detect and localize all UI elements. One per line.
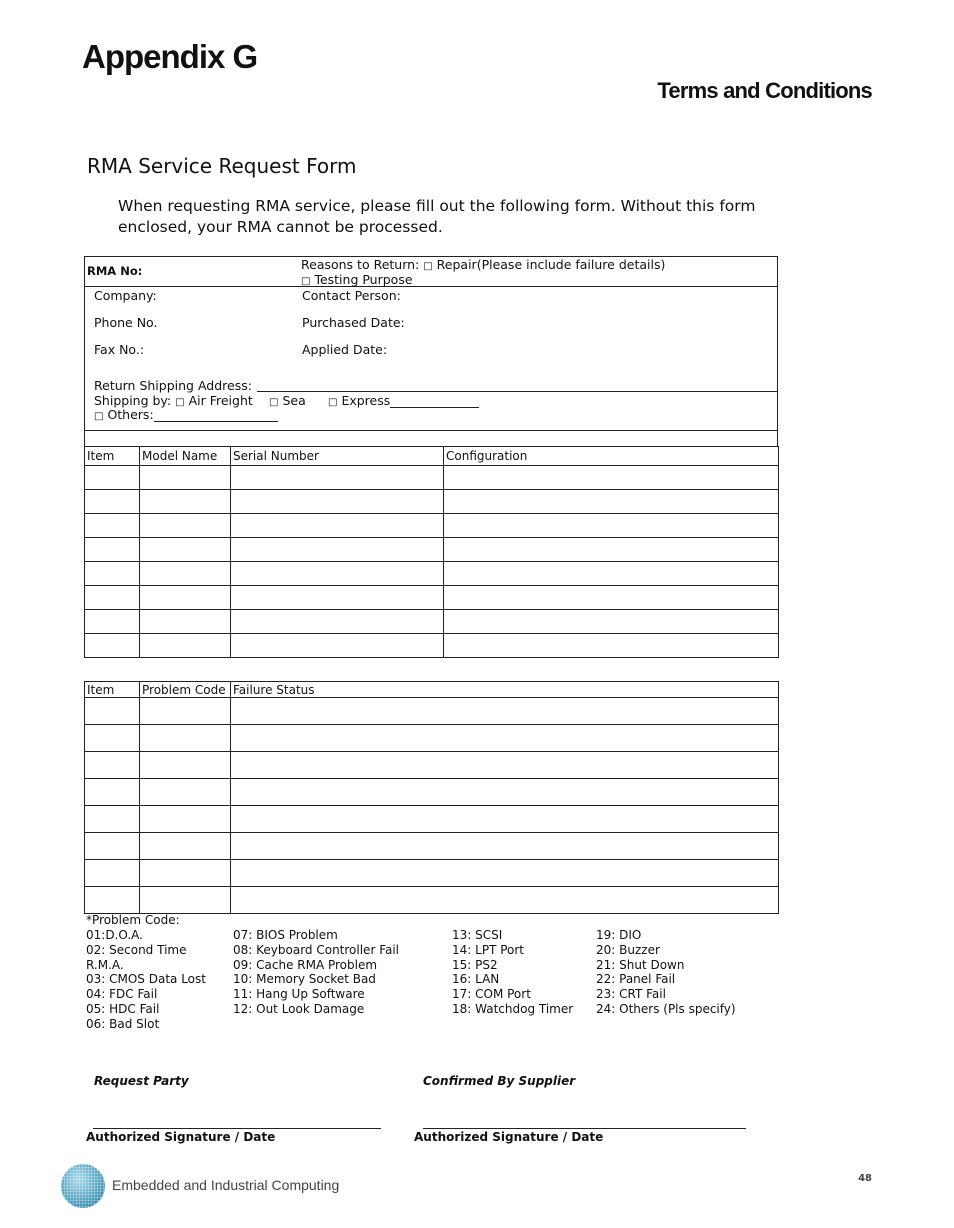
testing-option-label: Testing Purpose <box>314 272 413 287</box>
table-row <box>85 698 779 725</box>
globe-logo-icon <box>60 1163 106 1209</box>
items-table <box>84 446 779 658</box>
sea-option <box>269 393 306 408</box>
table-cell[interactable] <box>85 610 140 634</box>
express-option <box>328 393 479 408</box>
form-intro: When requesting RMA service, please fill out the following form. Without this form enclosed, your RMA cannot be processed. <box>118 197 756 236</box>
phone-label: Phone No. <box>94 315 158 330</box>
table-cell[interactable] <box>444 562 779 586</box>
table-row <box>85 779 779 806</box>
problem-code-item: 19: DIO <box>596 928 642 942</box>
express-label: Express <box>341 393 391 408</box>
problem-codes-col1 <box>86 928 206 1032</box>
table-cell[interactable] <box>85 887 140 914</box>
table-cell[interactable] <box>231 634 444 658</box>
appendix-title: Appendix G <box>82 38 258 75</box>
items-header-cell: Item <box>85 447 140 466</box>
problem-codes-col2 <box>233 928 399 1017</box>
table-cell[interactable] <box>140 562 231 586</box>
table-cell[interactable] <box>140 887 231 914</box>
problem-codes-col3 <box>452 928 573 1017</box>
table-cell[interactable] <box>85 466 140 490</box>
table-cell[interactable] <box>85 833 140 860</box>
table-cell[interactable] <box>85 514 140 538</box>
table-row <box>85 514 779 538</box>
table-cell[interactable] <box>85 490 140 514</box>
table-cell[interactable] <box>231 610 444 634</box>
table-cell[interactable] <box>140 806 231 833</box>
table-cell[interactable] <box>231 538 444 562</box>
failure-header-cell: Failure Status <box>231 682 779 698</box>
table-cell[interactable] <box>140 860 231 887</box>
table-cell[interactable] <box>444 610 779 634</box>
table-row <box>85 833 779 860</box>
page-number: 48 <box>858 1173 872 1184</box>
testing-purpose-row <box>301 272 413 287</box>
confirmed-by-label: Confirmed By Supplier <box>423 1074 576 1088</box>
failure-table <box>84 681 779 914</box>
problem-code-item: R.M.A. <box>86 957 124 972</box>
problem-code-item: 09: Cache RMA Problem <box>233 957 378 972</box>
repair-checkbox[interactable]: □ <box>423 261 433 272</box>
table-cell[interactable] <box>85 698 140 725</box>
problem-code-item: 20: Buzzer <box>596 942 660 957</box>
problem-code-item: 03: CMOS Data Lost <box>86 972 206 987</box>
problem-code-item: 07: BIOS Problem <box>233 928 338 942</box>
problem-code-item: 01:D.O.A. <box>86 928 143 942</box>
contact-person-label: Contact Person: <box>302 288 401 303</box>
problem-code-item: 02: Second Time <box>86 942 187 957</box>
items-header-row <box>85 447 779 466</box>
divider <box>84 430 778 431</box>
table-row <box>85 752 779 779</box>
table-cell[interactable] <box>231 752 779 779</box>
problem-code-item: 15: PS2 <box>452 957 498 972</box>
table-row <box>85 806 779 833</box>
table-cell[interactable] <box>85 725 140 752</box>
table-row <box>85 586 779 610</box>
table-cell[interactable] <box>85 860 140 887</box>
table-row <box>85 610 779 634</box>
express-blank[interactable] <box>390 395 479 408</box>
failure-header-row <box>85 682 779 698</box>
others-row <box>94 407 278 422</box>
testing-checkbox[interactable]: □ <box>301 276 311 287</box>
problem-code-item: 21: Shut Down <box>596 957 685 972</box>
problem-code-item: 22: Panel Fail <box>596 972 676 987</box>
table-cell[interactable] <box>140 514 231 538</box>
problem-code-item: 05: HDC Fail <box>86 1001 160 1016</box>
table-row <box>85 562 779 586</box>
request-party-label: Request Party <box>94 1074 189 1088</box>
rma-no-label: RMA No: <box>87 264 143 278</box>
table-row <box>85 860 779 887</box>
table-row <box>85 490 779 514</box>
table-cell[interactable] <box>231 562 444 586</box>
repair-option-label: Repair(Please include failure details) <box>436 257 666 272</box>
table-cell[interactable] <box>231 806 779 833</box>
table-cell[interactable] <box>231 586 444 610</box>
sea-label: Sea <box>282 393 306 408</box>
problem-codes-col4 <box>596 928 736 1017</box>
table-cell[interactable] <box>140 779 231 806</box>
table-cell[interactable] <box>231 490 444 514</box>
problem-code-item: 13: SCSI <box>452 928 503 942</box>
problem-code-item: 10: Memory Socket Bad <box>233 972 376 987</box>
reasons-to-return <box>301 257 665 272</box>
reasons-label: Reasons to Return: <box>301 257 424 272</box>
table-cell[interactable] <box>231 466 444 490</box>
air-freight-checkbox[interactable]: □ <box>175 397 185 408</box>
problem-code-item: 24: Others (Pls specify) <box>596 1001 736 1016</box>
others-blank[interactable] <box>154 409 278 422</box>
express-checkbox[interactable]: □ <box>328 397 338 408</box>
table-cell[interactable] <box>85 538 140 562</box>
items-header-cell: Serial Number <box>231 447 444 466</box>
table-cell[interactable] <box>231 779 779 806</box>
table-cell[interactable] <box>140 752 231 779</box>
table-cell[interactable] <box>85 586 140 610</box>
table-cell[interactable] <box>140 833 231 860</box>
problem-code-item: 08: Keyboard Controller Fail <box>233 942 400 957</box>
table-cell[interactable] <box>444 490 779 514</box>
air-freight-label: Air Freight <box>188 393 253 408</box>
failure-header-cell: Item <box>85 682 140 698</box>
table-cell[interactable] <box>140 634 231 658</box>
fax-label: Fax No.: <box>94 342 145 357</box>
table-row <box>85 634 779 658</box>
problem-code-item: 23: CRT Fail <box>596 987 666 1002</box>
items-header-cell: Configuration <box>444 447 779 466</box>
problem-code-item: 14: LPT Port <box>452 942 524 957</box>
problem-code-item: 06: Bad Slot <box>86 1016 160 1031</box>
shipping-label: Shipping by: <box>94 393 176 408</box>
shipping-row <box>94 393 253 408</box>
table-cell[interactable] <box>140 725 231 752</box>
failure-header-cell: Problem Code <box>140 682 231 698</box>
table-cell[interactable] <box>140 610 231 634</box>
form-title: RMA Service Request Form <box>87 154 357 178</box>
signature-line-right[interactable] <box>423 1128 746 1129</box>
others-checkbox[interactable]: □ <box>94 411 104 422</box>
table-row <box>85 466 779 490</box>
problem-code-item: 17: COM Port <box>452 987 531 1002</box>
table-cell[interactable] <box>231 887 779 914</box>
problem-codes-title: *Problem Code: <box>86 913 180 927</box>
auth-signature-left: Authorized Signature / Date <box>86 1130 276 1144</box>
problem-code-item: 12: Out Look Damage <box>233 1001 365 1016</box>
signature-line-left[interactable] <box>93 1128 381 1129</box>
table-cell[interactable] <box>140 538 231 562</box>
table-cell[interactable] <box>231 698 779 725</box>
table-cell[interactable] <box>444 586 779 610</box>
problem-code-item: 18: Watchdog Timer <box>452 1001 574 1016</box>
table-row <box>85 725 779 752</box>
problem-code-item: 04: FDC Fail <box>86 987 158 1002</box>
table-cell[interactable] <box>140 586 231 610</box>
table-cell[interactable] <box>85 634 140 658</box>
table-cell[interactable] <box>444 634 779 658</box>
table-cell[interactable] <box>231 860 779 887</box>
company-tagline: Embedded and Industrial Computing <box>112 1177 340 1193</box>
table-cell[interactable] <box>140 698 231 725</box>
table-cell[interactable] <box>444 466 779 490</box>
table-cell[interactable] <box>85 806 140 833</box>
return-address-line[interactable] <box>257 391 778 392</box>
return-address-label: Return Shipping Address: <box>94 378 252 393</box>
table-cell[interactable] <box>444 538 779 562</box>
table-cell[interactable] <box>231 833 779 860</box>
table-cell[interactable] <box>85 562 140 586</box>
table-row <box>85 887 779 914</box>
table-cell[interactable] <box>140 490 231 514</box>
purchased-date-label: Purchased Date: <box>302 315 405 330</box>
divider <box>84 286 778 287</box>
table-cell[interactable] <box>231 514 444 538</box>
sea-checkbox[interactable]: □ <box>269 397 279 408</box>
table-row <box>85 538 779 562</box>
auth-signature-right: Authorized Signature / Date <box>414 1130 604 1144</box>
table-cell[interactable] <box>140 466 231 490</box>
table-cell[interactable] <box>231 725 779 752</box>
table-cell[interactable] <box>444 514 779 538</box>
table-cell[interactable] <box>85 779 140 806</box>
problem-code-item: 11: Hang Up Software <box>233 987 365 1002</box>
table-cell[interactable] <box>85 752 140 779</box>
others-label: Others: <box>107 407 154 422</box>
problem-code-item: 16: LAN <box>452 972 500 987</box>
section-title: Terms and Conditions <box>657 78 872 103</box>
items-header-cell: Model Name <box>140 447 231 466</box>
company-label: Company: <box>94 288 157 303</box>
applied-date-label: Applied Date: <box>302 342 388 357</box>
